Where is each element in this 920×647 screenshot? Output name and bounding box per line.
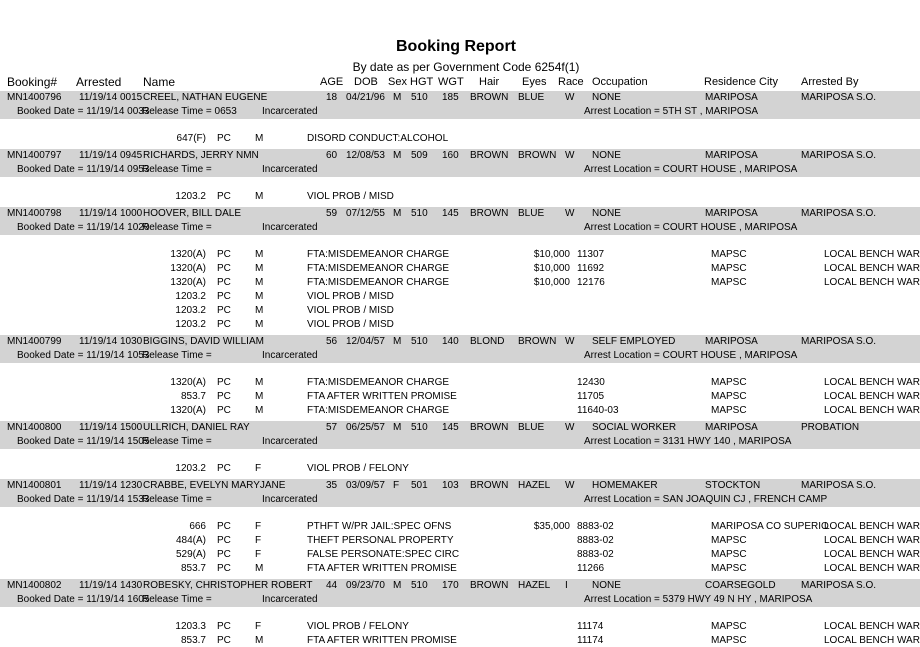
offense-level: M: [255, 291, 264, 302]
offense-level: M: [255, 391, 264, 402]
hair-color: BROWN: [470, 208, 509, 219]
code-type: PC: [217, 263, 231, 274]
booked-date: Booked Date = 11/19/14 1605: [17, 594, 150, 605]
warrant-type: LOCAL BENCH WAR: [824, 405, 920, 416]
offense-level: M: [255, 635, 264, 646]
charge-description: VIOL PROB / MISD: [307, 291, 394, 302]
offense-level: M: [255, 377, 264, 388]
charge-code: 1203.3: [175, 621, 206, 632]
offense-level: M: [255, 305, 264, 316]
charge-description: FTA:MISDEMEANOR CHARGE: [307, 377, 450, 388]
eye-color: BLUE: [518, 422, 545, 433]
offense-level: M: [255, 405, 264, 416]
hair-color: BLOND: [470, 336, 505, 347]
age: 59: [326, 208, 338, 219]
code-type: PC: [217, 277, 231, 288]
weight: 145: [442, 208, 459, 219]
warrant-type: LOCAL BENCH WAR: [824, 249, 920, 260]
charge-description: FTA:MISDEMEANOR CHARGE: [307, 405, 450, 416]
height: 510: [411, 422, 428, 433]
warrant-type: LOCAL BENCH WAR: [824, 563, 920, 574]
sex: M: [393, 92, 402, 103]
booked-date: Booked Date = 11/19/14 1533: [17, 494, 150, 505]
dob: 04/21/96: [346, 92, 385, 103]
code-type: PC: [217, 563, 231, 574]
charge-code: 1203.2: [175, 291, 206, 302]
report-title: Booking Report: [396, 38, 516, 55]
col-residence-city: Residence City: [704, 76, 778, 88]
race: I: [565, 580, 568, 591]
custody-status: Incarcerated: [262, 164, 318, 175]
col-arrested: Arrested: [76, 75, 122, 89]
age: 57: [326, 422, 338, 433]
weight: 160: [442, 150, 459, 161]
arrest-location: Arrest Location = COURT HOUSE , MARIPOSA: [584, 350, 798, 361]
booked-date: Booked Date = 11/19/14 1505: [17, 436, 150, 447]
occupation: NONE: [592, 580, 621, 591]
arrested-by: MARIPOSA S.O.: [801, 336, 877, 347]
charge-description: VIOL PROB / MISD: [307, 191, 394, 202]
residence-city: MARIPOSA: [705, 92, 758, 103]
eye-color: BLUE: [518, 92, 545, 103]
case-number: 11640-03: [577, 405, 619, 416]
offense-level: M: [255, 191, 264, 202]
case-number: 8883-02: [577, 549, 614, 560]
charge-description: VIOL PROB / MISD: [307, 319, 394, 330]
sex: M: [393, 422, 402, 433]
booked-date: Booked Date = 11/19/14 0033: [17, 106, 150, 117]
residence-city: MARIPOSA: [705, 208, 758, 219]
residence-city: COARSEGOLD: [705, 580, 776, 591]
arrest-datetime: 11/19/14 0015: [79, 92, 143, 103]
warrant-type: LOCAL BENCH WAR: [824, 277, 920, 288]
race: W: [565, 150, 575, 161]
release-time: Release Time =: [142, 436, 212, 447]
age: 44: [326, 580, 338, 591]
case-number: 11307: [577, 249, 605, 260]
code-type: PC: [217, 291, 231, 302]
arrest-location: Arrest Location = SAN JOAQUIN CJ , FRENCH CAMP: [584, 494, 828, 505]
warrant-type: LOCAL BENCH WAR: [824, 263, 920, 274]
occupation: HOMEMAKER: [592, 480, 658, 491]
race: W: [565, 480, 575, 491]
col-hair: Hair: [479, 76, 500, 88]
custody-status: Incarcerated: [262, 350, 318, 361]
hair-color: BROWN: [470, 580, 509, 591]
charge-description: VIOL PROB / MISD: [307, 305, 394, 316]
booking-number: MN1400798: [7, 208, 62, 219]
offense-level: M: [255, 277, 264, 288]
charge-code: 1320(A): [170, 263, 206, 274]
arrest-datetime: 11/19/14 1000: [79, 208, 143, 219]
release-time: Release Time =: [142, 594, 212, 605]
col-wgt: WGT: [438, 76, 464, 88]
race: W: [565, 422, 575, 433]
dob: 09/23/70: [346, 580, 385, 591]
col-sex: Sex: [388, 76, 407, 88]
col-age: AGE: [320, 76, 344, 88]
eye-color: BLUE: [518, 208, 545, 219]
court-agency: MAPSC: [711, 535, 747, 546]
custody-status: Incarcerated: [262, 222, 318, 233]
warrant-type: LOCAL BENCH WAR: [824, 621, 920, 632]
code-type: PC: [217, 549, 231, 560]
charge-description: VIOL PROB / FELONY: [307, 621, 409, 632]
charge-code: 1320(A): [170, 377, 206, 388]
charge-code: 1203.2: [175, 305, 206, 316]
offense-level: M: [255, 133, 264, 144]
arrested-by: PROBATION: [801, 422, 860, 433]
warrant-type: LOCAL BENCH WAR: [824, 391, 920, 402]
case-number: 11705: [577, 391, 605, 402]
booked-date: Booked Date = 11/19/14 1020: [17, 222, 150, 233]
arrestee-name: ROBESKY, CHRISTOPHER ROBERT: [143, 580, 313, 591]
col-eyes: Eyes: [522, 76, 547, 88]
offense-level: F: [255, 549, 262, 560]
charge-description: FTA AFTER WRITTEN PROMISE: [307, 391, 457, 402]
arrestee-name: CRABBE, EVELYN MARYJANE: [143, 480, 286, 491]
booking-number: MN1400802: [7, 580, 62, 591]
offense-level: F: [255, 521, 262, 532]
charge-description: FTA AFTER WRITTEN PROMISE: [307, 635, 457, 646]
charge-description: VIOL PROB / FELONY: [307, 463, 409, 474]
charge-description: FALSE PERSONATE:SPEC CIRC: [307, 549, 460, 560]
court-agency: MAPSC: [711, 621, 747, 632]
arrest-location: Arrest Location = 5379 HWY 49 N HY , MARIPOSA: [584, 594, 813, 605]
code-type: PC: [217, 463, 231, 474]
weight: 140: [442, 336, 459, 347]
booked-date: Booked Date = 11/19/14 1053: [17, 350, 150, 361]
dob: 07/12/55: [346, 208, 385, 219]
residence-city: MARIPOSA: [705, 422, 758, 433]
court-agency: MAPSC: [711, 405, 747, 416]
warrant-type: LOCAL BENCH WAR: [824, 521, 920, 532]
arrest-datetime: 11/19/14 1430: [79, 580, 143, 591]
arrestee-name: RICHARDS, JERRY NMN: [143, 150, 259, 161]
dob: 12/08/53: [346, 150, 385, 161]
weight: 185: [442, 92, 459, 103]
court-agency: MAPSC: [711, 377, 747, 388]
case-number: 11266: [577, 563, 605, 574]
release-time: Release Time = 0653: [142, 106, 237, 117]
bail-amount: $10,000: [533, 277, 570, 288]
release-time: Release Time =: [142, 164, 212, 175]
residence-city: MARIPOSA: [705, 336, 758, 347]
code-type: PC: [217, 405, 231, 416]
arrestee-name: CREEL, NATHAN EUGENE: [143, 92, 268, 103]
weight: 170: [442, 580, 459, 591]
court-agency: MAPSC: [711, 277, 747, 288]
age: 35: [326, 480, 338, 491]
eye-color: HAZEL: [518, 580, 551, 591]
col-dob: DOB: [354, 76, 378, 88]
court-agency: MAPSC: [711, 391, 747, 402]
bail-amount: $10,000: [533, 249, 570, 260]
offense-level: M: [255, 263, 264, 274]
court-agency: MAPSC: [711, 249, 747, 260]
charge-description: FTA:MISDEMEANOR CHARGE: [307, 263, 450, 274]
race: W: [565, 208, 575, 219]
charge-description: DISORD CONDUCT:ALCOHOL: [307, 133, 449, 144]
offense-level: F: [255, 463, 262, 474]
dob: 06/25/57: [346, 422, 385, 433]
charge-code: 1320(A): [170, 405, 206, 416]
occupation: NONE: [592, 92, 621, 103]
col-booking: Booking#: [7, 75, 58, 89]
booking-number: MN1400800: [7, 422, 62, 433]
race: W: [565, 336, 575, 347]
sex: F: [393, 480, 400, 491]
residence-city: MARIPOSA: [705, 150, 758, 161]
arrest-location: Arrest Location = COURT HOUSE , MARIPOSA: [584, 222, 798, 233]
arrest-datetime: 11/19/14 1500: [79, 422, 143, 433]
col-hgt: HGT: [410, 76, 434, 88]
case-number: 8883-02: [577, 521, 614, 532]
charge-code: 484(A): [175, 535, 206, 546]
occupation: NONE: [592, 150, 621, 161]
court-agency: MAPSC: [711, 563, 747, 574]
sex: M: [393, 336, 402, 347]
charge-code: 1203.2: [175, 319, 206, 330]
booked-date: Booked Date = 11/19/14 0953: [17, 164, 150, 175]
sex: M: [393, 150, 402, 161]
col-occupation: Occupation: [592, 76, 648, 88]
arrested-by: MARIPOSA S.O.: [801, 580, 877, 591]
custody-status: Incarcerated: [262, 594, 318, 605]
occupation: SELF EMPLOYED: [592, 336, 676, 347]
booking-number: MN1400801: [7, 480, 62, 491]
charge-code: 529(A): [175, 549, 206, 560]
booking-number: MN1400799: [7, 336, 62, 347]
weight: 145: [442, 422, 459, 433]
charge-code: 853.7: [180, 635, 206, 646]
court-agency: MAPSC: [711, 549, 747, 560]
charge-code: 1203.2: [175, 191, 206, 202]
height: 509: [411, 150, 428, 161]
charge-description: FTA AFTER WRITTEN PROMISE: [307, 563, 457, 574]
arrest-location: Arrest Location = 5TH ST , MARIPOSA: [584, 106, 759, 117]
arrest-location: Arrest Location = COURT HOUSE , MARIPOSA: [584, 164, 798, 175]
court-agency: MAPSC: [711, 263, 747, 274]
code-type: PC: [217, 377, 231, 388]
hair-color: BROWN: [470, 480, 509, 491]
custody-status: Incarcerated: [262, 106, 318, 117]
occupation: SOCIAL WORKER: [592, 422, 677, 433]
case-number: 8883-02: [577, 535, 614, 546]
warrant-type: LOCAL BENCH WAR: [824, 535, 920, 546]
release-time: Release Time =: [142, 350, 212, 361]
arrested-by: MARIPOSA S.O.: [801, 92, 877, 103]
code-type: PC: [217, 621, 231, 632]
charge-description: FTA:MISDEMEANOR CHARGE: [307, 249, 450, 260]
custody-status: Incarcerated: [262, 436, 318, 447]
code-type: PC: [217, 249, 231, 260]
court-agency: MAPSC: [711, 635, 747, 646]
arrest-datetime: 11/19/14 0945: [79, 150, 143, 161]
col-arrested-by: Arrested By: [801, 76, 859, 88]
height: 501: [411, 480, 428, 491]
sex: M: [393, 208, 402, 219]
code-type: PC: [217, 535, 231, 546]
release-time: Release Time =: [142, 494, 212, 505]
hair-color: BROWN: [470, 150, 509, 161]
charge-code: 647(F): [176, 133, 206, 144]
col-race: Race: [558, 76, 584, 88]
bail-amount: $10,000: [533, 263, 570, 274]
arrest-datetime: 11/19/14 1230: [79, 480, 143, 491]
arrestee-name: HOOVER, BILL DALE: [143, 208, 241, 219]
code-type: PC: [217, 391, 231, 402]
eye-color: HAZEL: [518, 480, 551, 491]
bail-amount: $35,000: [533, 521, 570, 532]
col-name: Name: [143, 75, 176, 89]
offense-level: M: [255, 249, 264, 260]
charge-description: FTA:MISDEMEANOR CHARGE: [307, 277, 450, 288]
code-type: PC: [217, 133, 231, 144]
age: 56: [326, 336, 338, 347]
case-number: 11174: [577, 635, 604, 646]
warrant-type: LOCAL BENCH WAR: [824, 635, 920, 646]
height: 510: [411, 92, 428, 103]
offense-level: F: [255, 535, 262, 546]
charge-code: 1320(A): [170, 277, 206, 288]
charge-code: 1320(A): [170, 249, 206, 260]
age: 18: [326, 92, 338, 103]
charge-code: 666: [189, 521, 206, 532]
eye-color: BROWN: [518, 336, 557, 347]
arrested-by: MARIPOSA S.O.: [801, 208, 877, 219]
arrested-by: MARIPOSA S.O.: [801, 480, 877, 491]
booking-number: MN1400796: [7, 92, 62, 103]
code-type: PC: [217, 191, 231, 202]
hair-color: BROWN: [470, 92, 509, 103]
dob: 12/04/57: [346, 336, 385, 347]
weight: 103: [442, 480, 459, 491]
offense-level: M: [255, 319, 264, 330]
arrest-location: Arrest Location = 3131 HWY 140 , MARIPOSA: [584, 436, 792, 447]
case-number: 11174: [577, 621, 604, 632]
case-number: 12176: [577, 277, 605, 288]
charge-code: 1203.2: [175, 463, 206, 474]
occupation: NONE: [592, 208, 621, 219]
height: 510: [411, 336, 428, 347]
height: 510: [411, 208, 428, 219]
warrant-type: LOCAL BENCH WAR: [824, 549, 920, 560]
residence-city: STOCKTON: [705, 480, 761, 491]
code-type: PC: [217, 305, 231, 316]
offense-level: M: [255, 563, 264, 574]
arrest-datetime: 11/19/14 1030: [79, 336, 143, 347]
case-number: 12430: [577, 377, 605, 388]
charge-code: 853.7: [180, 391, 206, 402]
hair-color: BROWN: [470, 422, 509, 433]
charge-description: THEFT PERSONAL PROPERTY: [307, 535, 454, 546]
dob: 03/09/57: [346, 480, 385, 491]
booking-number: MN1400797: [7, 150, 62, 161]
code-type: PC: [217, 635, 231, 646]
case-number: 11692: [577, 263, 605, 274]
warrant-type: LOCAL BENCH WAR: [824, 377, 920, 388]
code-type: PC: [217, 521, 231, 532]
report-subtitle: By date as per Government Code 6254f(1): [352, 60, 580, 74]
arrestee-name: BIGGINS, DAVID WILLIAM: [143, 336, 264, 347]
eye-color: BROWN: [518, 150, 557, 161]
sex: M: [393, 580, 402, 591]
charge-description: PTHFT W/PR JAIL:SPEC OFNS: [307, 521, 452, 532]
custody-status: Incarcerated: [262, 494, 318, 505]
race: W: [565, 92, 575, 103]
charge-code: 853.7: [180, 563, 206, 574]
arrested-by: MARIPOSA S.O.: [801, 150, 877, 161]
offense-level: F: [255, 621, 262, 632]
age: 60: [326, 150, 338, 161]
release-time: Release Time =: [142, 222, 212, 233]
arrestee-name: ULLRICH, DANIEL RAY: [143, 422, 250, 433]
height: 510: [411, 580, 428, 591]
court-agency: MARIPOSA CO SUPERIO: [711, 521, 829, 532]
code-type: PC: [217, 319, 231, 330]
